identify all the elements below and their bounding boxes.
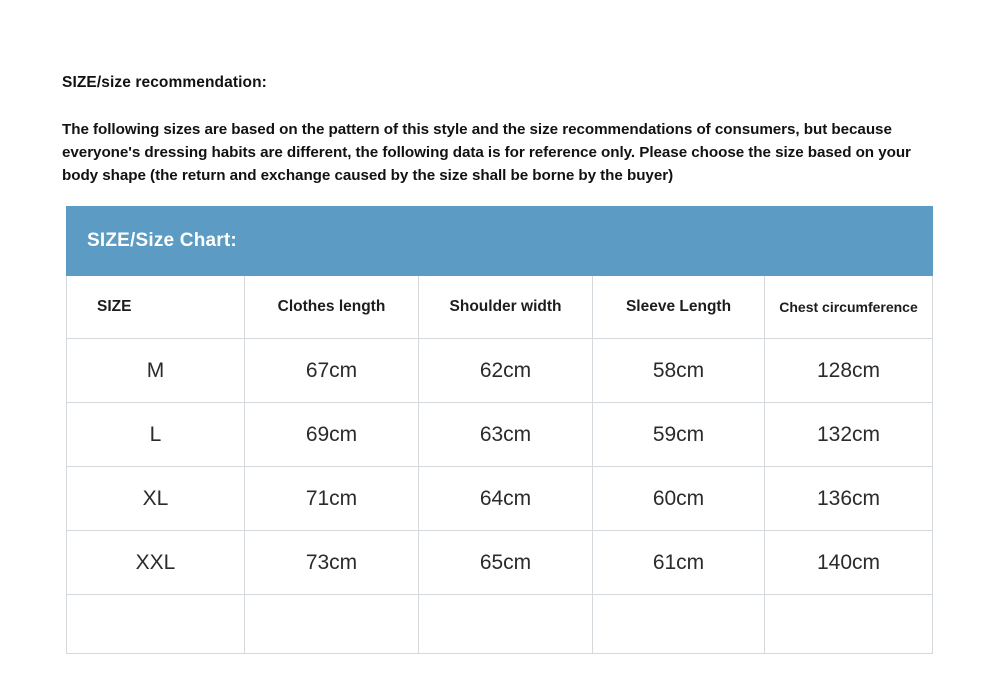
table-row xyxy=(67,403,933,467)
table-row xyxy=(67,339,933,403)
column-header-clothes-length: Clothes length xyxy=(245,276,419,339)
cell-chest-circumference: 128cm xyxy=(765,339,933,403)
column-header-shoulder-width: Shoulder width xyxy=(419,276,593,339)
cell-chest-circumference: 140cm xyxy=(765,531,933,595)
cell-shoulder-width: 64cm xyxy=(419,467,593,531)
cell-sleeve-length: 58cm xyxy=(593,339,765,403)
cell-size xyxy=(67,595,245,654)
intro-paragraph: The following sizes are based on the pattern of this style and the size recommendations of consumers, but because everyone's dressing habits are different, the following data is for reference only. Please choose the size based on your body shape (the return and exchange caused by the size shall be borne by the buyer) xyxy=(62,121,911,184)
column-header-sleeve-length: Sleeve Length xyxy=(593,276,765,339)
cell-shoulder-width: 65cm xyxy=(419,531,593,595)
cell-chest-circumference xyxy=(765,595,933,654)
cell-clothes-length: 73cm xyxy=(245,531,419,595)
size-table xyxy=(66,206,933,654)
cell-shoulder-width xyxy=(419,595,593,654)
column-header-chest-circumference: Chest circumference xyxy=(765,276,933,339)
page-title: SIZE/size recommendation: xyxy=(62,74,267,91)
table-row xyxy=(67,467,933,531)
table-row xyxy=(67,595,933,654)
cell-sleeve-length: 60cm xyxy=(593,467,765,531)
cell-shoulder-width: 62cm xyxy=(419,339,593,403)
table-header-row xyxy=(67,276,933,339)
cell-chest-circumference: 132cm xyxy=(765,403,933,467)
cell-chest-circumference: 136cm xyxy=(765,467,933,531)
size-table-container xyxy=(66,206,932,654)
table-title-row xyxy=(67,207,933,276)
cell-sleeve-length: 61cm xyxy=(593,531,765,595)
cell-clothes-length: 69cm xyxy=(245,403,419,467)
cell-sleeve-length: 59cm xyxy=(593,403,765,467)
cell-size: L xyxy=(67,403,245,467)
cell-size: M xyxy=(67,339,245,403)
size-chart-title: SIZE/Size Chart: xyxy=(67,207,933,276)
cell-clothes-length: 67cm xyxy=(245,339,419,403)
column-header-size: SIZE xyxy=(67,276,245,339)
cell-shoulder-width: 63cm xyxy=(419,403,593,467)
cell-size: XL xyxy=(67,467,245,531)
cell-sleeve-length xyxy=(593,595,765,654)
table-row xyxy=(67,531,933,595)
cell-clothes-length: 71cm xyxy=(245,467,419,531)
cell-size: XXL xyxy=(67,531,245,595)
cell-clothes-length xyxy=(245,595,419,654)
